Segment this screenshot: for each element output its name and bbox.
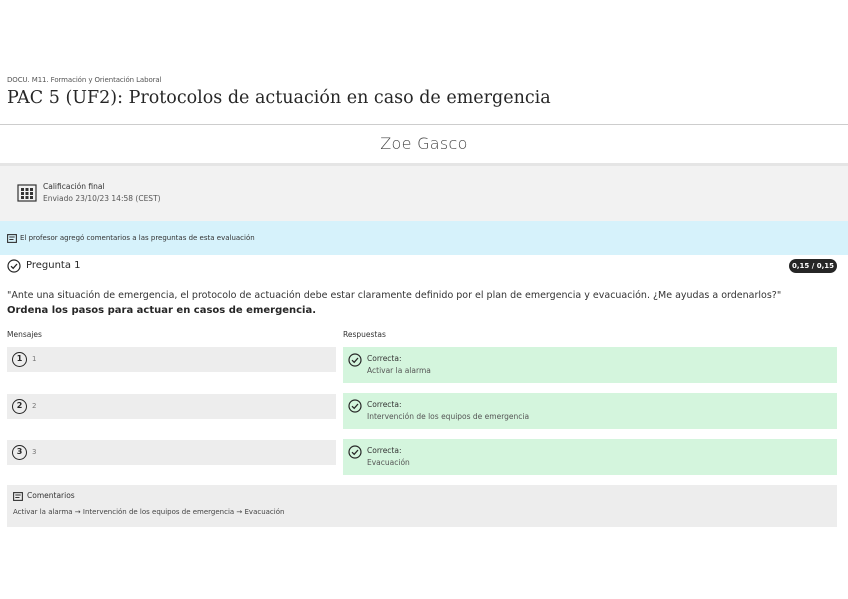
message-text: 1 [32, 355, 37, 363]
check-circle-icon [7, 259, 21, 273]
step-number: 1 [12, 352, 27, 367]
comment-icon [13, 492, 23, 501]
question-text: "Ante una situación de emergencia, el protocolo de actuación debe estar claramente definido por el plan de emergencia y evacuación. ¿Me ayudas a ordenarlos?" [7, 290, 782, 301]
comments-panel [7, 485, 837, 527]
answer-text: Evacuación [367, 458, 410, 467]
notice-text: El profesor agregó comentarios a las preguntas de esta evaluación [20, 234, 255, 242]
check-circle-icon [348, 353, 362, 367]
message-item [7, 440, 336, 465]
question-instruction: Ordena los pasos para actuar en casos de emergencia. [7, 305, 317, 316]
message-item [7, 347, 336, 372]
answer-text: Activar la alarma [367, 366, 431, 375]
score-badge: 0,15 / 0,15 [789, 259, 837, 273]
submitted-date: Enviado 23/10/23 14:58 (CEST) [43, 194, 161, 203]
comment-icon [7, 234, 17, 243]
answer-item [343, 393, 837, 429]
question-label: Pregunta 1 [26, 260, 81, 271]
check-circle-icon [348, 445, 362, 459]
message-text: 2 [32, 402, 37, 410]
step-number: 3 [12, 445, 27, 460]
message-text: 3 [32, 448, 37, 456]
column-header-messages: Mensajes [7, 330, 42, 339]
answer-status: Correcta: [367, 354, 402, 363]
page-title: PAC 5 (UF2): Protocolos de actuación en caso de emergencia [7, 88, 551, 108]
title-divider [0, 124, 848, 125]
gradebook-icon [17, 183, 37, 203]
column-header-answers: Respuestas [343, 330, 386, 339]
answer-item [343, 439, 837, 475]
comments-title: Comentarios [27, 491, 75, 500]
grade-title: Calificación final [43, 182, 105, 191]
comments-text: Activar la alarma → Intervención de los equipos de emergencia → Evacuación [13, 508, 285, 516]
step-number: 2 [12, 399, 27, 414]
answer-text: Intervención de los equipos de emergencia [367, 412, 530, 421]
message-item [7, 394, 336, 419]
answer-status: Correcta: [367, 400, 402, 409]
student-name: Zoe Gasco [380, 134, 468, 153]
answer-status: Correcta: [367, 446, 402, 455]
breadcrumb[interactable]: DOCU. M11. Formación y Orientación Laboral [7, 76, 162, 84]
answer-item [343, 347, 837, 383]
check-circle-icon [348, 399, 362, 413]
